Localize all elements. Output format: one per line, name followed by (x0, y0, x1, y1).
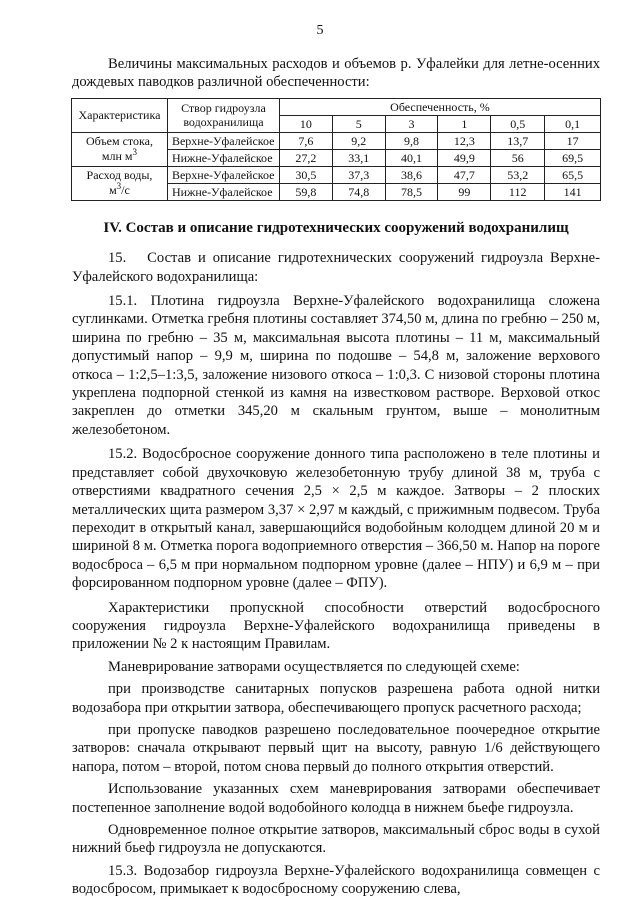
value-cell: 56 (491, 149, 545, 166)
value-cell: 99 (438, 183, 491, 200)
value-cell: 9,2 (332, 132, 385, 149)
value-cell: 40,1 (385, 149, 438, 166)
page-number: 5 (316, 23, 324, 38)
value-cell: 47,7 (438, 166, 491, 183)
value-cell: 13,7 (491, 132, 545, 149)
paragraph: Одновременное полное открытие затворов, максимальный сброс воды в сухой нижний бьеф гидроузла не допускаются. (72, 822, 600, 857)
row-label-main: Объем стока, (85, 134, 153, 149)
probability-cell: 10 (279, 115, 332, 132)
flood-table (71, 98, 601, 201)
table-header-row (72, 98, 601, 115)
site-cell: Нижне-Уфалейское (167, 149, 279, 166)
table-row (72, 132, 601, 149)
value-cell: 49,9 (438, 149, 491, 166)
paragraph: 15.3. Водозабор гидроузла Верхне-Уфалейского водохранилища совмещен с водосбросом, примыкает к водосбросному сооружению слева, (72, 862, 600, 898)
probability-cell: 0,1 (545, 115, 601, 132)
document-body (72, 55, 600, 903)
value-cell: 53,2 (491, 166, 545, 183)
paragraph: 15. Состав и описание гидротехнических сооружений гидроузла Верхне-Уфалейского водохранилища: (72, 250, 600, 285)
value-cell: 38,6 (385, 166, 438, 183)
site-cell: Верхне-Уфалейское (167, 132, 279, 149)
probability-cell: 3 (385, 115, 438, 132)
paragraph: Использование указанных схем маневрирования затворами обеспечивает постепенное заполнение водой водобойного колодца в нижнем бьефе гидроузла. (72, 781, 600, 816)
value-cell: 69,5 (545, 149, 601, 166)
row-label-volume (72, 132, 168, 166)
value-cell: 7,6 (279, 132, 332, 149)
paragraph: при пропуске паводков разрешено последовательное поочередное открытие затворов: сначала открывают первый щит на высоту, равную 1/6 действующего напора, потом – второй, потом снова первый до полного открытия отверстий. (72, 721, 600, 775)
value-cell: 112 (491, 183, 545, 200)
table-row (72, 166, 601, 183)
probability-cell: 0,5 (491, 115, 545, 132)
row-label-suffix: /с (121, 183, 130, 198)
value-cell: 33,1 (332, 149, 385, 166)
paragraph: Характеристики пропускной способности отверстий водосбросного сооружения гидроузла Верхне-Уфалейского водохранилища приведены в приложении № 2 к настоящим Правилам. (72, 599, 600, 653)
value-cell: 37,3 (332, 166, 385, 183)
row-label-discharge (72, 166, 168, 200)
value-cell: 74,8 (332, 183, 385, 200)
row-label-sup: 3 (116, 181, 122, 192)
header-characteristic: Характеристика (72, 98, 168, 132)
value-cell: 59,8 (279, 183, 332, 200)
site-cell: Верхне-Уфалейское (167, 166, 279, 183)
value-cell: 65,5 (545, 166, 601, 183)
site-cell: Нижне-Уфалейское (167, 183, 279, 200)
row-label-unit: млн м (101, 149, 133, 164)
row-label-unit: м (109, 183, 117, 198)
row-label-sup: 3 (132, 147, 138, 158)
probability-cell: 1 (438, 115, 491, 132)
paragraph: Маневрирование затворами осуществляется по следующей схеме: (108, 658, 520, 675)
value-cell: 12,3 (438, 132, 491, 149)
value-cell: 17 (545, 132, 601, 149)
value-cell: 9,8 (385, 132, 438, 149)
paragraph: при производстве санитарных попусков разрешена работа одной нитки водозабора при открытии затвора, обеспечивающего пропуск расчетного расхода; (72, 681, 600, 716)
header-probability: Обеспеченность, % (279, 98, 600, 115)
table-caption: Величины максимальных расходов и объемов р. Уфалейки для летне-осенних дождевых паводков различной обеспеченности: (72, 56, 600, 91)
value-cell: 30,5 (279, 166, 332, 183)
paragraph: 15.2. Водосбросное сооружение донного типа расположено в теле плотины и представляет собой двухочковую железобетонную трубу длиной 38 м, труба с отверстиями квадратного сечения 2,5 × 2,5 м каждое. Затворы – 2 плоских металлических щита размером 3,37 × 2,97 м каждый, с прижимным подвесом. Труба переходит в открытый канал, завершающийся водобойным колодцем длиной 20 м и шириной 8 м. Отметка порога водоприемного отверстия – 366,50 м. Напор на пороге водосброса – 6,5 м при нормальном подпорном уровне (далее – НПУ) и 6,9 м – при форсированном подпорном уровне (далее – ФПУ). (72, 446, 600, 592)
section-title: IV. Состав и описание гидротехнических сооружений водохранилищ (103, 219, 569, 236)
probability-cell: 5 (332, 115, 385, 132)
value-cell: 27,2 (279, 149, 332, 166)
paragraph: 15.1. Плотина гидроузла Верхне-Уфалейского водохранилища сложена суглинками. Отметка гребня плотины составляет 374,50 м, длина по гребню – 250 м, ширина по гребню – 35 м, максимальная высота плотины – 11 м, максимальный допустимый напор – 9,9 м, ширина по подошве – 54,8 м, заложение верхового откоса – 1:2,5–1:3,5, заложение низового откоса – 1:0,3. С низовой стороны плотина укреплена подпорной стенкой из камня на известковом растворе. Верховой откос закреплен до отметки 345,20 м скальным грунтом, выше – монолитным железобетоном. (72, 293, 600, 438)
row-label-main: Расход воды, (86, 168, 153, 183)
value-cell: 78,5 (385, 183, 438, 200)
header-site: Створ гидроузла водохранилища (167, 98, 279, 132)
value-cell: 141 (545, 183, 601, 200)
